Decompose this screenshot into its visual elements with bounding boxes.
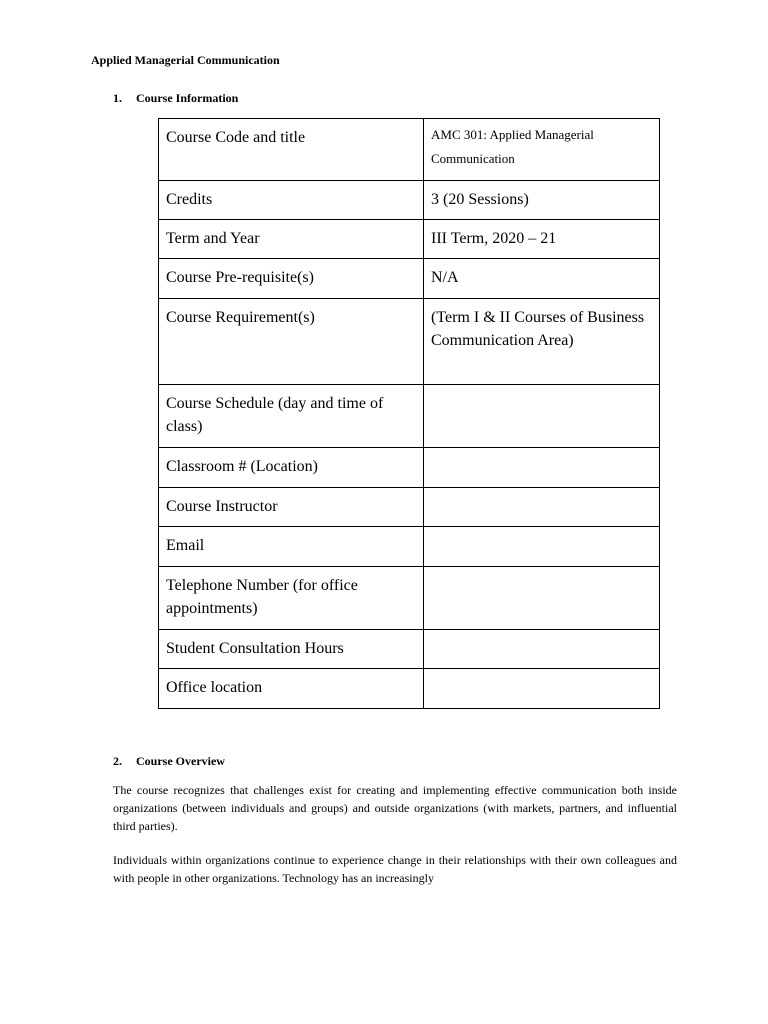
row-value (424, 669, 660, 709)
row-value (424, 630, 660, 669)
section-heading-course-overview (113, 754, 225, 769)
table-row (159, 488, 660, 527)
table-row (159, 527, 660, 567)
table-row (159, 259, 660, 299)
section-heading-course-information (113, 91, 238, 106)
table-row (159, 385, 660, 448)
row-label: Office location (159, 669, 424, 709)
section-title: Course Overview (136, 754, 225, 768)
table-row (159, 299, 660, 385)
section-number: 1. (113, 91, 122, 105)
row-label: Course Schedule (day and time of class) (159, 385, 424, 448)
row-label: Course Instructor (159, 488, 424, 527)
row-value (424, 385, 660, 448)
table-row (159, 448, 660, 488)
row-value: (Term I & II Courses of Business Communication Area) (424, 299, 660, 385)
row-label: Telephone Number (for office appointments) (159, 567, 424, 630)
table-row (159, 567, 660, 630)
row-value (424, 567, 660, 630)
table-row (159, 119, 660, 181)
section-title: Course Information (136, 91, 239, 105)
row-value: III Term, 2020 – 21 (424, 220, 660, 259)
row-value: N/A (424, 259, 660, 299)
table-row (159, 669, 660, 709)
row-label: Course Code and title (159, 119, 424, 181)
row-label: Credits (159, 181, 424, 220)
overview-paragraph: Individuals within organizations continue to experience change in their relationships with their own colleagues and with people in other organizations. Technology has an increasingly (113, 853, 677, 885)
row-label: Email (159, 527, 424, 567)
document-title: Applied Managerial Communication (91, 53, 280, 67)
row-label: Course Pre-requisite(s) (159, 259, 424, 299)
table-row (159, 181, 660, 220)
row-label: Student Consultation Hours (159, 630, 424, 669)
section-number: 2. (113, 754, 122, 768)
table-row (159, 630, 660, 669)
row-value (424, 448, 660, 488)
row-value (424, 527, 660, 567)
table-row (159, 220, 660, 259)
overview-paragraph: The course recognizes that challenges exist for creating and implementing effective communication both inside organizations (between individuals and groups) and outside organizations (with markets, partners, and influential third parties). (113, 783, 677, 833)
row-value: 3 (20 Sessions) (424, 181, 660, 220)
row-value (424, 488, 660, 527)
row-value: AMC 301: Applied Managerial Communication (424, 119, 660, 181)
course-information-table (158, 118, 660, 709)
row-label: Classroom # (Location) (159, 448, 424, 488)
row-label: Course Requirement(s) (159, 299, 424, 385)
row-label: Term and Year (159, 220, 424, 259)
